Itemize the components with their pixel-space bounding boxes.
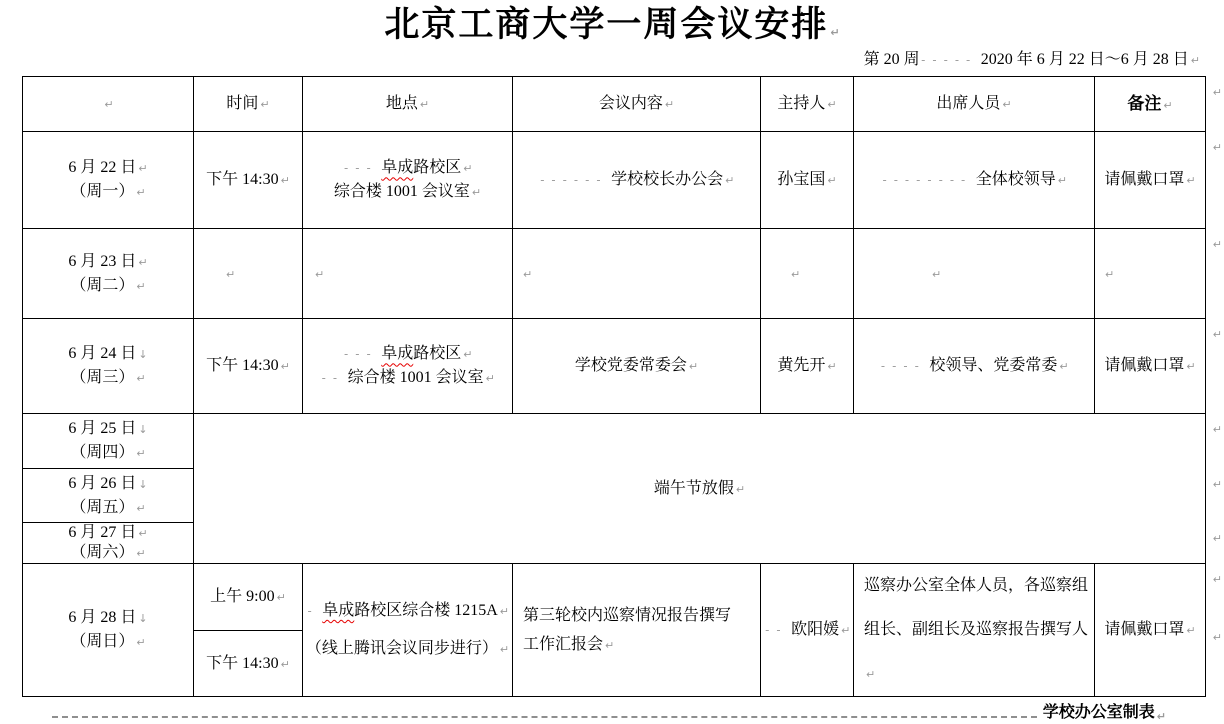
tab-leader: - — [305, 603, 318, 618]
tab-leader: ----- — [919, 53, 976, 68]
header-label-content: 会议内容 — [598, 95, 663, 113]
place-text-line2: 综合楼 1001 会议室 — [333, 183, 470, 201]
time-text: 下午 14:30 — [206, 171, 279, 189]
date-text: 6 月 25 日 — [68, 420, 137, 438]
time-text: 下午 14:30 — [206, 654, 279, 672]
line-break-mark: ↓ — [138, 348, 148, 362]
weekday-text: （周一） — [70, 183, 135, 201]
holiday-text: 端午节放假 — [653, 479, 734, 497]
place-text-line2: 综合楼 1001 会议室 — [347, 369, 484, 387]
cell-host-jun24 — [761, 319, 854, 414]
row-jun22 — [23, 132, 1206, 229]
paragraph-mark: ↵ — [523, 267, 533, 281]
cell-date-jun23 — [23, 229, 194, 319]
header-label-place: 地点 — [385, 95, 418, 113]
paragraph-mark: ↵ — [485, 372, 495, 386]
attendees-text: 全体校领导 — [975, 171, 1056, 189]
weekday-text: （周四） — [70, 444, 135, 462]
cell-host-jun28 — [761, 564, 854, 697]
tab-leader: ---- — [879, 359, 925, 374]
attendees-text: 巡察办公室全体人员，各巡察组 — [864, 577, 1089, 595]
paragraph-mark: ↵ — [1186, 624, 1196, 638]
date-text: 6 月 28 日 — [68, 609, 137, 627]
cell-note-jun24 — [1095, 319, 1206, 414]
date-range: 2020 年 6 月 22 日～6 月 28 日 — [980, 51, 1189, 69]
paragraph-mark: ↵ — [1186, 360, 1196, 374]
cell-host-jun22 — [761, 132, 854, 229]
line-break-mark: ↓ — [138, 477, 148, 491]
schedule-table-wrap — [22, 76, 1222, 697]
weekday-text: （周五） — [70, 498, 135, 516]
row-end-mark: ↵ — [1212, 631, 1222, 645]
place-text-line2: （线上腾讯会议同步进行） — [305, 640, 498, 658]
cell-date-jun25 — [23, 414, 194, 469]
cell-content-jun23 — [513, 229, 761, 319]
cell-time-jun22 — [194, 132, 303, 229]
paragraph-mark: ↵ — [841, 624, 851, 638]
attendees-text: 校领导、党委常委 — [929, 357, 1058, 375]
paragraph-mark: ↵ — [791, 267, 801, 281]
weekday-text: （周日） — [70, 633, 135, 651]
paragraph-mark: ↵ — [136, 186, 146, 200]
paragraph-mark: ↵ — [226, 267, 236, 281]
week-number: 第 20 周 — [863, 51, 920, 69]
cell-attendees-jun23 — [854, 229, 1095, 319]
weekday-text: （周三） — [70, 369, 135, 387]
cell-note-jun23 — [1095, 229, 1206, 319]
row-jun25 — [23, 414, 1206, 469]
header-cell-place — [303, 77, 513, 132]
paragraph-mark: ↵ — [1186, 174, 1196, 188]
cell-time-jun24 — [194, 319, 303, 414]
row-end-mark: ↵ — [1212, 573, 1222, 587]
header-cell-blank — [23, 77, 194, 132]
paragraph-mark: ↵ — [1059, 360, 1069, 374]
paragraph-mark: ↵ — [1163, 99, 1173, 113]
paragraph-mark: ↵ — [280, 360, 290, 374]
tab-leader: --- — [342, 161, 377, 176]
time-text: 下午 14:30 — [206, 357, 279, 375]
paragraph-mark: ↵ — [136, 447, 146, 461]
host-text: 欧阳媛 — [791, 621, 840, 639]
row-end-mark: ↵ — [1212, 86, 1222, 100]
host-text: 孙宝国 — [777, 171, 826, 189]
cell-date-jun28 — [23, 564, 194, 697]
row-end-mark: ↵ — [1212, 478, 1222, 492]
row-end-mark: ↵ — [1212, 328, 1222, 342]
header-cell-time — [194, 77, 303, 132]
place-text-misspelled: 阜成 — [381, 159, 414, 177]
paragraph-mark: ↵ — [280, 657, 290, 671]
header-cell-attendees — [854, 77, 1095, 132]
meeting-content-text: 学校校长办公会 — [611, 171, 724, 189]
cell-time-jun28-pm — [194, 630, 303, 697]
row-end-mark: ↵ — [1212, 238, 1222, 252]
footer-text: 学校办公室制表 — [1042, 704, 1155, 722]
cell-attendees-jun22 — [854, 132, 1095, 229]
meeting-content-text: 学校党委常委会 — [574, 357, 687, 375]
time-text: 上午 9:00 — [210, 588, 275, 605]
paragraph-mark: ↵ — [463, 162, 473, 176]
paragraph-mark: ↵ — [138, 162, 148, 176]
page-title — [0, 0, 1224, 45]
paragraph-mark: ↵ — [664, 98, 675, 112]
paragraph-mark: ↵ — [136, 501, 146, 515]
header-label-time: 时间 — [226, 95, 259, 113]
row-jun24 — [23, 319, 1206, 414]
paragraph-mark: ↵ — [463, 348, 473, 362]
meeting-content-text-line2: 工作汇报会 — [523, 636, 604, 654]
row-end-mark: ↵ — [1212, 423, 1222, 437]
tab-leader: -------- — [880, 173, 971, 188]
date-text: 6 月 22 日 — [68, 159, 137, 177]
header-label-attendees: 出席人员 — [936, 95, 1001, 113]
cell-date-jun22 — [23, 132, 194, 229]
line-break-mark: ↓ — [138, 423, 148, 437]
paragraph-mark: ↵ — [499, 604, 510, 618]
cell-content-jun22 — [513, 132, 761, 229]
cell-attendees-jun24 — [854, 319, 1095, 414]
paragraph-mark: ↵ — [1105, 267, 1115, 281]
paragraph-mark: ↵ — [280, 174, 290, 188]
place-text: 路校区综合楼 1215A — [354, 601, 498, 619]
row-jun23 — [23, 229, 1206, 319]
weekday-text: （周二） — [70, 276, 135, 294]
place-text-misspelled: 阜成 — [322, 601, 355, 619]
paragraph-mark: ↵ — [1057, 174, 1068, 188]
cell-content-jun28 — [513, 564, 761, 697]
footer-dashed-leader — [52, 716, 1037, 718]
row-jun28-a — [23, 564, 1206, 631]
cell-note-jun28 — [1095, 564, 1206, 697]
paragraph-mark: ↵ — [1002, 98, 1012, 112]
paragraph-mark: ↵ — [725, 174, 735, 188]
row-end-mark: ↵ — [1212, 532, 1222, 546]
paragraph-mark: ↵ — [136, 636, 146, 650]
cell-content-jun24 — [513, 319, 761, 414]
note-text: 请佩戴口罩 — [1104, 357, 1185, 375]
date-text: 6 月 27 日 — [68, 524, 137, 542]
host-text: 黄先开 — [777, 357, 826, 375]
paragraph-mark: ↵ — [827, 98, 837, 112]
paragraph-mark: ↵ — [136, 547, 146, 561]
cell-place-jun24 — [303, 319, 513, 414]
cell-host-jun23 — [761, 229, 854, 319]
row-end-mark: ↵ — [1212, 141, 1222, 155]
weekday-text: （周六） — [70, 544, 135, 562]
paragraph-mark: ↵ — [260, 98, 270, 112]
cell-note-jun22 — [1095, 132, 1206, 229]
cell-time-jun28-am — [194, 564, 303, 631]
paragraph-mark: ↵ — [499, 643, 510, 657]
paragraph-mark: ↵ — [688, 360, 699, 374]
header-cell-content — [513, 77, 761, 132]
note-text: 请佩戴口罩 — [1104, 171, 1185, 189]
cell-attendees-jun28 — [854, 564, 1095, 697]
paragraph-mark: ↵ — [471, 186, 482, 200]
schedule-table — [22, 76, 1206, 697]
tab-leader: -- — [763, 623, 787, 638]
date-text: 6 月 24 日 — [68, 345, 137, 363]
note-text: 请佩戴口罩 — [1104, 621, 1185, 639]
header-row — [23, 77, 1206, 132]
paragraph-mark: ↵ — [138, 255, 148, 269]
header-cell-note — [1095, 77, 1206, 132]
paragraph-mark: ↵ — [315, 267, 325, 281]
paragraph-mark: ↵ — [136, 372, 146, 386]
paragraph-mark: ↵ — [827, 360, 837, 374]
tab-leader: ------ — [538, 173, 607, 188]
header-cell-host — [761, 77, 854, 132]
cell-date-jun26 — [23, 469, 194, 523]
paragraph-mark: ↵ — [1156, 709, 1166, 723]
cell-date-jun27 — [23, 523, 194, 564]
paragraph-mark: ↵ — [138, 527, 148, 541]
paragraph-mark: ↵ — [605, 639, 615, 653]
header-label-host: 主持人 — [777, 95, 826, 113]
cell-time-jun23 — [194, 229, 303, 319]
paragraph-mark: ↵ — [276, 591, 286, 604]
paragraph-mark: ↵ — [419, 98, 430, 112]
place-text-misspelled: 阜成 — [381, 345, 414, 363]
paragraph-mark: ↵ — [104, 98, 114, 112]
cell-holiday — [194, 414, 1206, 564]
cell-place-jun23 — [303, 229, 513, 319]
line-break-mark: ↓ — [138, 612, 148, 626]
paragraph-mark: ↵ — [136, 279, 146, 293]
tab-leader: --- — [342, 347, 377, 362]
place-text: 路校区 — [413, 345, 462, 363]
date-text: 6 月 26 日 — [68, 474, 137, 492]
paragraph-mark: ↵ — [1190, 54, 1200, 68]
tab-leader: -- — [320, 371, 343, 386]
meeting-content-text: 第三轮校内巡察情况报告撰写 — [523, 606, 732, 624]
attendees-text-line2: 组长、副组长及巡察报告撰写人 — [864, 621, 1089, 639]
subtitle — [0, 46, 1224, 69]
paragraph-mark: ↵ — [830, 26, 840, 39]
paragraph-mark: ↵ — [735, 482, 746, 496]
date-text: 6 月 23 日 — [68, 252, 137, 270]
paragraph-mark: ↵ — [827, 174, 837, 188]
header-label-note: 备注 — [1127, 94, 1162, 114]
paragraph-mark: ↵ — [932, 267, 942, 281]
place-text: 路校区 — [413, 159, 462, 177]
cell-place-jun28 — [303, 564, 513, 697]
cell-place-jun22 — [303, 132, 513, 229]
cell-date-jun24 — [23, 319, 194, 414]
paragraph-mark: ↵ — [866, 668, 876, 682]
footer-line — [52, 703, 1166, 724]
title-text: 北京工商大学一周会议安排 — [384, 5, 829, 44]
